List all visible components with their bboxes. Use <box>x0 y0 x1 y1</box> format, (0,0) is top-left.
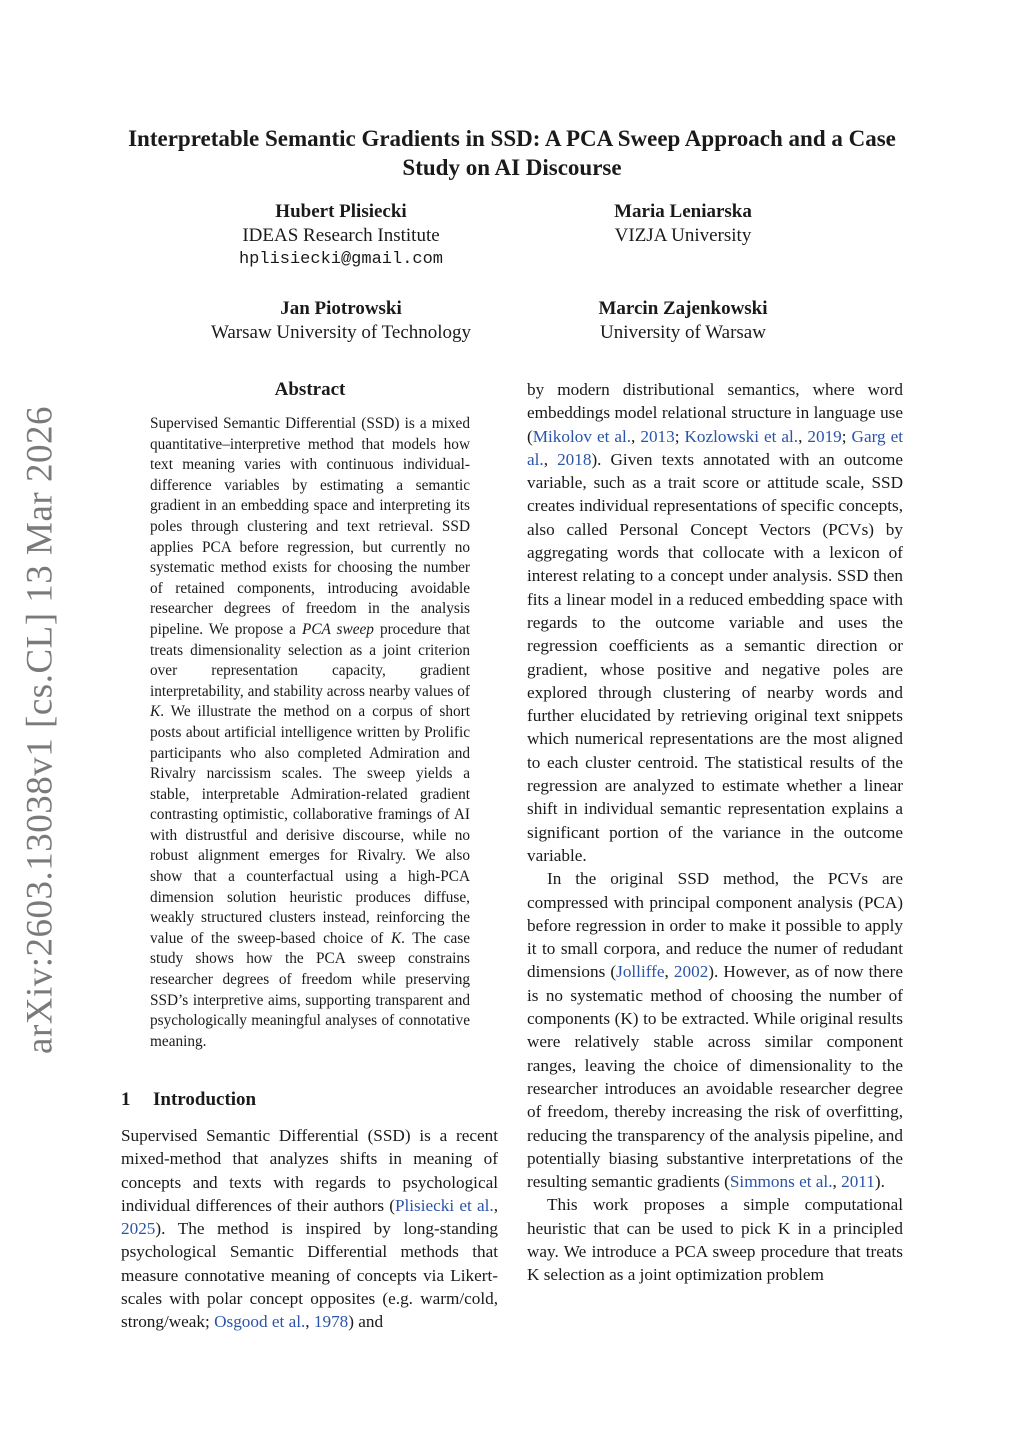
citation-link[interactable]: Osgood et al. <box>214 1312 306 1332</box>
author-affiliation: University of Warsaw <box>600 322 766 343</box>
citation-link[interactable]: Mikolov et al. <box>532 426 632 446</box>
citation-link[interactable]: Jolliffe <box>616 962 665 982</box>
citation-year-link[interactable]: 2013 <box>640 426 675 446</box>
author-affiliation: IDEAS Research Institute <box>242 225 440 246</box>
citation-year-link[interactable]: 2019 <box>807 426 842 446</box>
arxiv-id-text: arXiv:2603.13038v1 [cs.CL] 13 Mar 2026 <box>19 406 61 1054</box>
author-name: Hubert Plisiecki <box>275 201 407 222</box>
intro-paragraph-1: by modern distributional semantics, where word embeddings model relational structure in language use (Mikolov et al., 2013; Kozlowski et al., 2019; Garg et al., 2018). Given texts annotated with an outcome variable, such as a trait score or attitude scale, SSD creates individual representations of specific concepts, also called Personal Concept Vectors (PCVs) by aggregating words that collocate with a lexicon of interest relating to a concept under analysis. SSD then fits a linear model in a reduced embedding space with regards to the outcome variable and uses the regression coefficients as a semantic direction or gradient, whose positive and negative poles are explored through clustering of nearby words and further elucidated by retrieving original text snippets which numerical representations are the most aligned to each cluster centroid. The statistical results of the regression are analyzed to estimate whether a linear shift in individual semantic representation explains a significant portion of the variance in the outcome variable. <box>527 380 904 865</box>
author-name: Maria Leniarska <box>614 201 752 222</box>
citation-link[interactable]: Kozlowski et al. <box>684 426 799 446</box>
abstract-text: Supervised Semantic Differential (SSD) is a mixed quantitative–interpretive method that models how text meaning varies with continuous individual-difference variables by estimating a semantic gradient in an embedding space and interpreting its poles through clustering and text retrieval. SSD applies PCA before regression, but currently no systematic method exists for choosing the number of retained components, introducing avoidable researcher degrees of freedom in the analysis pipeline. We propose a PCA sweep procedure that treats dimensionality selection as a joint criterion over representation capacity, gradient interpretability, and stability across nearby values of K. We illustrate the method on a corpus of short posts about artificial intelligence written by Prolific participants who also completed Admiration and Rivalry narcissism scales. The sweep yields a stable, interpretable Admiration-related gradient contrasting optimistic, collaborative framings of AI with distrustful and derisive discourse, while no robust alignment emerges for Rivalry. We also show that a counterfactual using a high-PCA dimension solution heuristic produces diffuse, weakly structured clusters instead, reinforcing the value of the sweep-based choice of K. The case study shows how the PCA sweep constrains researcher degrees of freedom while preserving SSD’s interpretive aims, supporting transparent and psychologically meaningful analyses of connotative meaning. <box>150 415 471 1050</box>
intro-paragraph-3: This work proposes a simple computational heuristic that can be used to pick K in a principled way. We introduce a PCA sweep procedure that treats K selection as a joint optimization problem <box>527 1195 903 1285</box>
citation-year-link[interactable]: 2018 <box>557 449 592 469</box>
intro-paragraph-2: In the original SSD method, the PCVs are compressed with principal component analysis (PCA) before regression in order to make it possible to apply it to small corpora, and reduce the numer of redudant dimensions (Jolliffe, 2002). However, as of now there is no systematic method of choosing the number of components (K) to be extracted. While original results were relatively stable across similar component ranges, leaving the choice of dimensionality to the researcher introduces an avoidable researcher degree of freedom, thereby increasing the risk of overfitting, reducing the transparency of the analysis pipeline, and potentially biasing substantive interpretations of the resulting semantic gradients (Simmons et al., 2011). <box>527 869 903 1192</box>
author-block-1 <box>221 200 461 272</box>
author-email: hplisiecki@gmail.com <box>238 250 444 269</box>
citation-link[interactable]: Garg et al. <box>527 426 903 469</box>
citation-link[interactable]: Plisiecki et al. <box>394 1195 494 1215</box>
citation-link[interactable]: Simmons et al. <box>729 1172 833 1192</box>
abstract-heading: Abstract <box>274 379 346 400</box>
author-affiliation: Warsaw University of Technology <box>210 322 472 343</box>
citation-year-link[interactable]: 2011 <box>841 1172 875 1192</box>
arxiv-sidebar-stamp <box>10 406 70 1054</box>
author-block-3 <box>191 297 491 345</box>
citation-year-link[interactable]: 2002 <box>673 962 709 982</box>
author-block-4 <box>553 297 813 345</box>
section-heading-introduction: 1 Introduction <box>121 1089 257 1110</box>
citation-year-link[interactable]: 2025 <box>121 1219 156 1239</box>
author-affiliation: VIZJA University <box>614 225 752 246</box>
intro-paragraph-left: Supervised Semantic Differential (SSD) is a recent mixed-method that analyzes shifts in meaning of concepts and texts with regards to psychological individual differences of their authors (Plisiecki et al., 2025). The method is inspired by long-standing psychological Semantic Differential methods that measure connotative meaning of concepts via Likert-scales with polar concept opposites (e.g. warm/cold, strong/weak; Osgood et al., 1978) and <box>121 1126 498 1332</box>
author-name: Marcin Zajenkowski <box>598 298 768 319</box>
author-name: Jan Piotrowski <box>280 298 402 319</box>
intro-right-column <box>527 378 903 1287</box>
paper-title: Interpretable Semantic Gradients in SSD: A PCA Sweep Approach and a Case Study on AI Discourse <box>128 126 896 180</box>
citation-year-link[interactable]: 1978 <box>313 1312 349 1332</box>
author-block-2 <box>563 200 803 248</box>
